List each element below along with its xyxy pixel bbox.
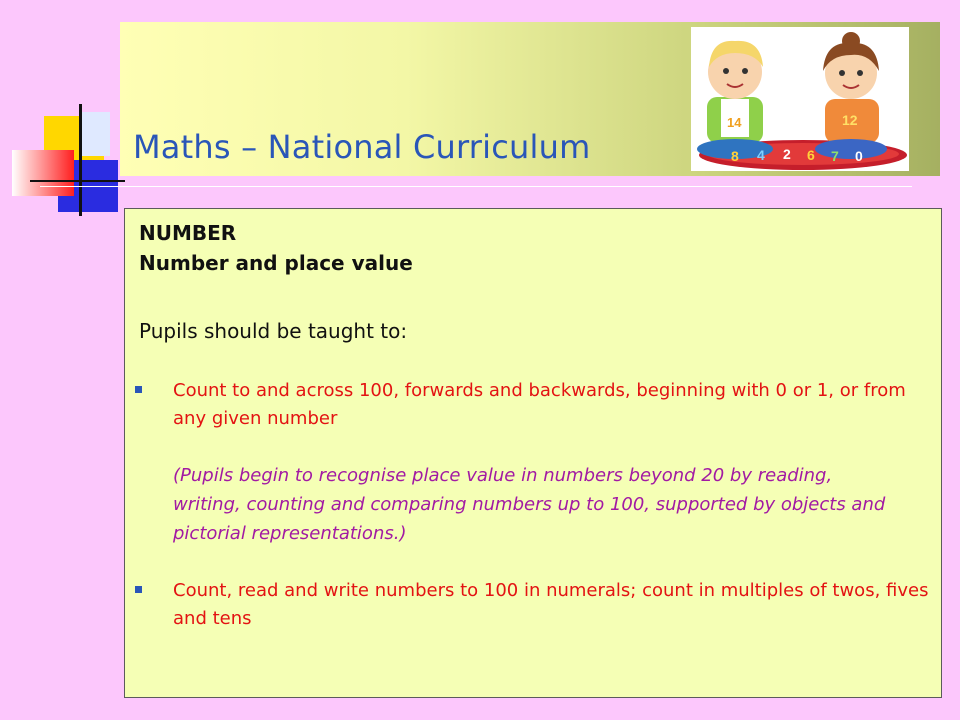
mat-number: 4: [757, 147, 765, 163]
title-underline: [40, 186, 912, 187]
slide-title: Maths – National Curriculum: [133, 128, 591, 166]
bullet-text: Count, read and write numbers to 100 in numerals; count in multiples of twos, fives and tens: [173, 580, 929, 629]
two-children-counting-numbers-illustration: [691, 27, 909, 171]
bullet-note: (Pupils begin to recognise place value in numbers beyond 20 by reading, writing, counting and comparing numbers up to 100, supported by objects and pictorial representations.): [173, 465, 886, 544]
deco-lightblue-square: [82, 112, 110, 156]
section-subheading: Number and place value: [139, 251, 413, 275]
mat-number: 8: [731, 148, 739, 164]
bullet-text: Count to and across 100, forwards and backwards, beginning with 0 or 1, or from any given number: [173, 380, 906, 429]
deco-vertical-line: [79, 104, 82, 216]
square-bullet-icon: [135, 386, 142, 393]
intro-text: Pupils should be taught to:: [139, 319, 408, 343]
square-bullet-icon: [135, 586, 142, 593]
deco-horizontal-line: [30, 180, 125, 182]
deco-red-square: [12, 150, 74, 196]
boy-number: 14: [727, 115, 742, 130]
content-box: [124, 208, 942, 698]
girl-number: 12: [842, 112, 858, 128]
section-heading: NUMBER: [139, 221, 237, 245]
mat-number: 2: [783, 146, 791, 162]
mat-number: 6: [807, 147, 815, 163]
mat-number: 7: [831, 148, 839, 164]
children-clipart-icon: [691, 27, 909, 171]
mat-number: 0: [855, 148, 863, 164]
